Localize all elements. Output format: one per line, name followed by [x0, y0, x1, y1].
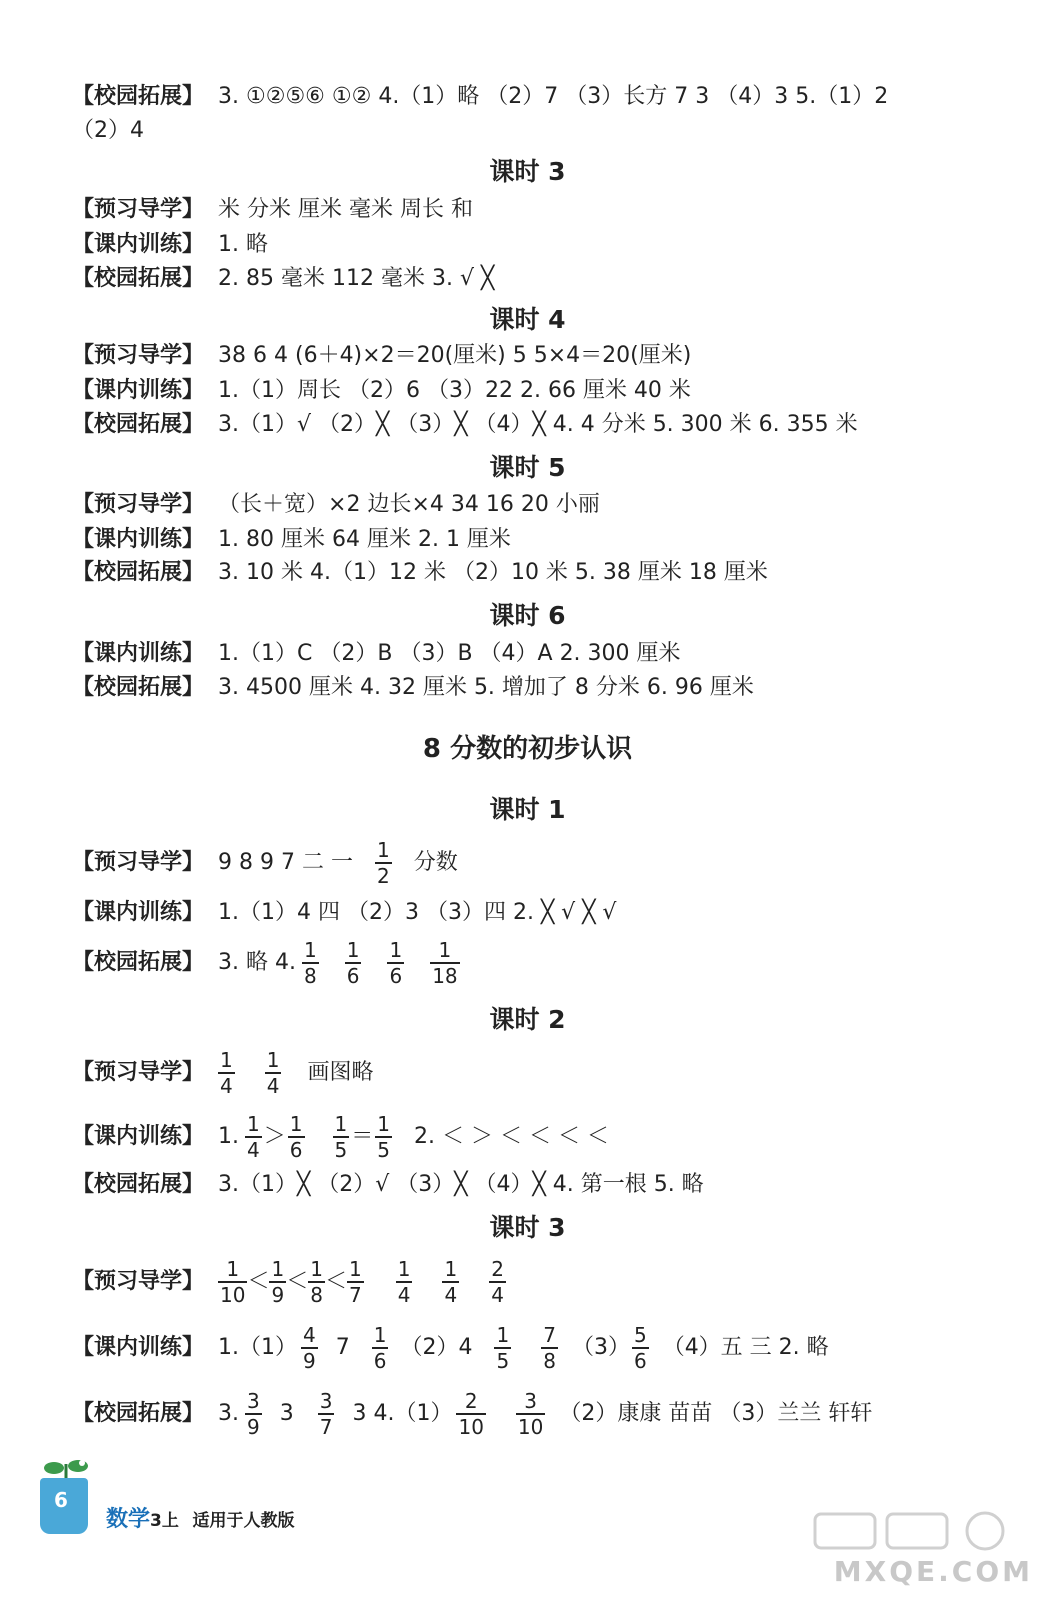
- edition-label: 适用于人教版: [192, 1511, 295, 1531]
- fraction: [396, 1257, 413, 1307]
- fraction: [442, 1257, 459, 1307]
- answer-text: 1.（1）周长 （2）6 （3）22 2. 66 厘米 40 米: [218, 378, 691, 403]
- fraction-numerator: 5: [633, 1323, 647, 1347]
- answer-text: 1. 略: [218, 232, 268, 257]
- answer-text: 1.: [218, 1124, 240, 1149]
- fraction-numerator: 1: [348, 1257, 362, 1281]
- fraction-numerator: 1: [220, 1048, 233, 1072]
- campus-line: [72, 938, 1015, 988]
- subject-label: 数学: [106, 1507, 151, 1532]
- answer-text: 3 4.（1）: [352, 1401, 453, 1426]
- comparison-symbol: ＜: [324, 1269, 347, 1294]
- section-label-preview: 【预习导学】: [72, 197, 205, 222]
- fraction-denominator: 4: [397, 1283, 411, 1307]
- fraction-numerator: 3: [319, 1389, 333, 1413]
- fraction-denominator: 7: [348, 1283, 362, 1307]
- fraction-numerator: 2: [464, 1389, 478, 1413]
- fraction-denominator: 8: [543, 1349, 556, 1373]
- fraction-numerator: 1: [444, 1257, 458, 1281]
- lesson-title: 课时 5: [489, 453, 566, 482]
- section-label-inclass: 【课内训练】: [72, 378, 205, 403]
- fraction: [288, 1112, 305, 1162]
- answer-text: 3.（1）╳ （2）√ （3）╳ （4）╳ 4. 第一根 5. 略: [218, 1172, 704, 1197]
- comparison-symbol: ＝: [351, 1124, 374, 1149]
- chapter-title: 8 分数的初步认识: [422, 734, 633, 764]
- fraction: [308, 1257, 325, 1307]
- preview-line: [72, 1048, 1015, 1098]
- answer-text: 3. ①②⑤⑥ ①② 4.（1）略 （2）7 （3）长方 7 3 （4）3 5.（1）2: [218, 84, 889, 109]
- answer-text: （4）五 三 2. 略: [662, 1335, 829, 1360]
- fraction: [516, 1389, 545, 1439]
- section-label-inclass: 【课内训练】: [72, 232, 205, 257]
- fraction-numerator: 1: [377, 1112, 390, 1136]
- fraction-denominator: 7: [319, 1415, 333, 1439]
- fraction-numerator: 1: [389, 938, 403, 962]
- fraction-numerator: 1: [226, 1257, 240, 1281]
- lesson-title: 课时 3: [489, 157, 566, 186]
- answer-text: 3. 略 4.: [218, 950, 296, 975]
- fraction: [541, 1323, 558, 1373]
- fraction: [494, 1323, 511, 1373]
- inclass-line: [72, 374, 1015, 408]
- comparison-symbol: ＞: [263, 1124, 286, 1149]
- fraction-denominator: 10: [517, 1415, 544, 1439]
- section-label-preview: 【预习导学】: [72, 850, 205, 875]
- fraction: [632, 1323, 649, 1373]
- inclass-line: [72, 896, 1015, 930]
- inclass-line: [72, 1321, 1015, 1375]
- fraction-denominator: 4: [247, 1138, 260, 1162]
- fraction-denominator: 4: [444, 1283, 458, 1307]
- fraction: [489, 1257, 506, 1307]
- fraction: [456, 1389, 485, 1439]
- answer-text: 3.: [218, 1401, 240, 1426]
- fraction: [318, 1389, 335, 1439]
- section-label-campus: 【校园拓展】: [72, 412, 205, 437]
- fraction-numerator: 1: [266, 1048, 280, 1072]
- fraction-denominator: 4: [220, 1074, 233, 1098]
- fraction-numerator: 4: [303, 1323, 316, 1347]
- fraction-numerator: 1: [247, 1112, 260, 1136]
- answer-text: （长＋宽）×2 边长×4 34 16 20 小丽: [218, 492, 600, 517]
- inclass-line: [72, 1112, 1015, 1162]
- answer-text: 1.（1）C （2）B （3）B （4）A 2. 300 厘米: [218, 641, 681, 666]
- answer-text: （2）4: [400, 1335, 473, 1360]
- fraction: [218, 1048, 235, 1098]
- fraction: [430, 938, 459, 988]
- answer-text: 1.（1）: [218, 1335, 298, 1360]
- fraction: [387, 938, 404, 988]
- fraction-denominator: 4: [491, 1283, 504, 1307]
- section-label-campus: 【校园拓展】: [72, 560, 205, 585]
- fraction: [218, 1257, 247, 1307]
- comparison-symbol: ＜: [247, 1269, 270, 1294]
- inclass-line: [72, 228, 1015, 262]
- answer-text: （2）康康 苗苗 （3）兰兰 轩轩: [559, 1401, 873, 1426]
- answer-text: 米 分米 厘米 毫米 周长 和: [218, 197, 473, 222]
- fraction: [333, 1112, 350, 1162]
- fraction-denominator: 9: [303, 1349, 316, 1373]
- answer-text: 画图略: [307, 1060, 374, 1085]
- preview-line: [72, 840, 1015, 886]
- answer-text: 分数: [413, 850, 458, 875]
- preview-line: [72, 193, 1015, 227]
- section-label-campus: 【校园拓展】: [72, 950, 205, 975]
- fraction-numerator: 1: [271, 1257, 285, 1281]
- fraction: [372, 1323, 389, 1373]
- grade-label: 3上: [150, 1511, 179, 1531]
- campus-line: [72, 671, 1015, 705]
- campus-line: [72, 1387, 1015, 1441]
- fraction: [375, 838, 392, 888]
- answer-text: 38 6 4 (6＋4)×2＝20(厘米) 5 5×4＝20(厘米): [218, 343, 692, 368]
- campus-line: [72, 556, 1015, 590]
- top-continuation-line: [72, 114, 1015, 148]
- fraction-numerator: 1: [310, 1257, 323, 1281]
- answer-text: （2）4: [72, 118, 144, 143]
- lesson-title: 课时 4: [489, 305, 566, 334]
- answer-text: 3. 4500 厘米 4. 32 厘米 5. 增加了 8 分米 6. 96 厘米: [218, 675, 754, 700]
- watermark-text: MXQE.COM: [833, 1555, 1033, 1588]
- lesson-title: 课时 1: [489, 795, 566, 824]
- top-campus-line: [72, 80, 1015, 114]
- preview-line: [72, 339, 1015, 373]
- section-label-preview: 【预习导学】: [72, 492, 205, 517]
- fraction-denominator: 8: [303, 964, 317, 988]
- inclass-line: [72, 637, 1015, 671]
- answer-text: （3）: [571, 1335, 630, 1360]
- lesson-title: 课时 6: [489, 601, 566, 630]
- fraction-denominator: 4: [266, 1074, 280, 1098]
- section-label-campus: 【校园拓展】: [72, 1401, 205, 1426]
- answer-text: 7: [335, 1335, 350, 1360]
- section-label-preview: 【预习导学】: [72, 1060, 205, 1085]
- fraction-denominator: 9: [247, 1415, 260, 1439]
- answer-text: 2. 85 毫米 112 毫米 3. √ ╳: [218, 266, 495, 291]
- fraction-denominator: 5: [334, 1138, 348, 1162]
- fraction-numerator: 1: [376, 838, 390, 862]
- fraction: [302, 938, 319, 988]
- fraction-numerator: 3: [247, 1389, 260, 1413]
- campus-line: [72, 408, 1015, 442]
- fraction-denominator: 9: [271, 1283, 285, 1307]
- fraction-numerator: 1: [303, 938, 317, 962]
- fraction-numerator: 1: [397, 1257, 411, 1281]
- answer-text: 3.（1）√ （2）╳ （3）╳ （4）╳ 4. 4 分米 5. 300 米 6. 355 米: [218, 412, 858, 437]
- answer-text: 1. 80 厘米 64 厘米 2. 1 厘米: [218, 527, 511, 552]
- fraction-denominator: 6: [633, 1349, 647, 1373]
- fraction-numerator: 1: [334, 1112, 348, 1136]
- fraction: [265, 1048, 282, 1098]
- answer-text: 2. ＜ ＞ ＜ ＜ ＜ ＜: [413, 1124, 609, 1149]
- fraction-numerator: 7: [543, 1323, 556, 1347]
- fraction-numerator: 1: [346, 938, 360, 962]
- comparison-symbol: ＜: [286, 1269, 309, 1294]
- fraction-denominator: 10: [458, 1415, 484, 1439]
- fraction-denominator: 18: [432, 964, 458, 988]
- section-label-campus: 【校园拓展】: [72, 84, 205, 109]
- page-number: 6: [54, 1488, 68, 1512]
- fraction-denominator: 6: [389, 964, 403, 988]
- fraction-denominator: 5: [377, 1138, 390, 1162]
- section-label-inclass: 【课内训练】: [72, 641, 205, 666]
- fraction: [301, 1323, 318, 1373]
- answer-text: 3. 10 米 4.（1）12 米 （2）10 米 5. 38 厘米 18 厘米: [218, 560, 768, 585]
- section-label-preview: 【预习导学】: [72, 1269, 205, 1294]
- answer-text: 1.（1）4 四 （2）3 （3）四 2. ╳ √ ╳ √: [218, 900, 617, 925]
- campus-line: [72, 262, 1015, 296]
- fraction-numerator: 3: [524, 1389, 538, 1413]
- page-footer: [40, 1458, 540, 1538]
- preview-line: [72, 488, 1015, 522]
- fraction: [245, 1389, 262, 1439]
- section-label-campus: 【校园拓展】: [72, 266, 205, 291]
- fraction: [245, 1112, 262, 1162]
- fraction-denominator: 2: [376, 864, 390, 888]
- fraction-denominator: 10: [220, 1283, 246, 1307]
- fraction: [347, 1257, 364, 1307]
- section-label-inclass: 【课内训练】: [72, 900, 205, 925]
- fraction-numerator: 1: [373, 1323, 387, 1347]
- fraction-denominator: 8: [310, 1283, 323, 1307]
- fraction: [345, 938, 362, 988]
- fraction-numerator: 2: [491, 1257, 504, 1281]
- fraction-denominator: 5: [496, 1349, 510, 1373]
- inclass-line: [72, 523, 1015, 557]
- book-title: [106, 1502, 295, 1533]
- fraction-numerator: 1: [289, 1112, 303, 1136]
- lesson-title: 课时 3: [489, 1213, 566, 1242]
- campus-line: [72, 1168, 1015, 1202]
- answer-text: 3: [279, 1401, 294, 1426]
- section-label-inclass: 【课内训练】: [72, 1335, 205, 1360]
- fraction-denominator: 6: [346, 964, 360, 988]
- section-label-campus: 【校园拓展】: [72, 675, 205, 700]
- fraction-numerator: 1: [438, 938, 452, 962]
- fraction-denominator: 6: [289, 1138, 303, 1162]
- lesson-title: 课时 2: [489, 1005, 566, 1034]
- section-label-inclass: 【课内训练】: [72, 1124, 205, 1149]
- section-label-campus: 【校园拓展】: [72, 1172, 205, 1197]
- fraction: [269, 1257, 286, 1307]
- section-label-inclass: 【课内训练】: [72, 527, 205, 552]
- fraction: [375, 1112, 392, 1162]
- fraction-numerator: 1: [496, 1323, 510, 1347]
- answer-text: 9 8 9 7 二 一: [218, 850, 353, 875]
- fraction-denominator: 6: [373, 1349, 387, 1373]
- preview-line: [72, 1255, 1015, 1309]
- section-label-preview: 【预习导学】: [72, 343, 205, 368]
